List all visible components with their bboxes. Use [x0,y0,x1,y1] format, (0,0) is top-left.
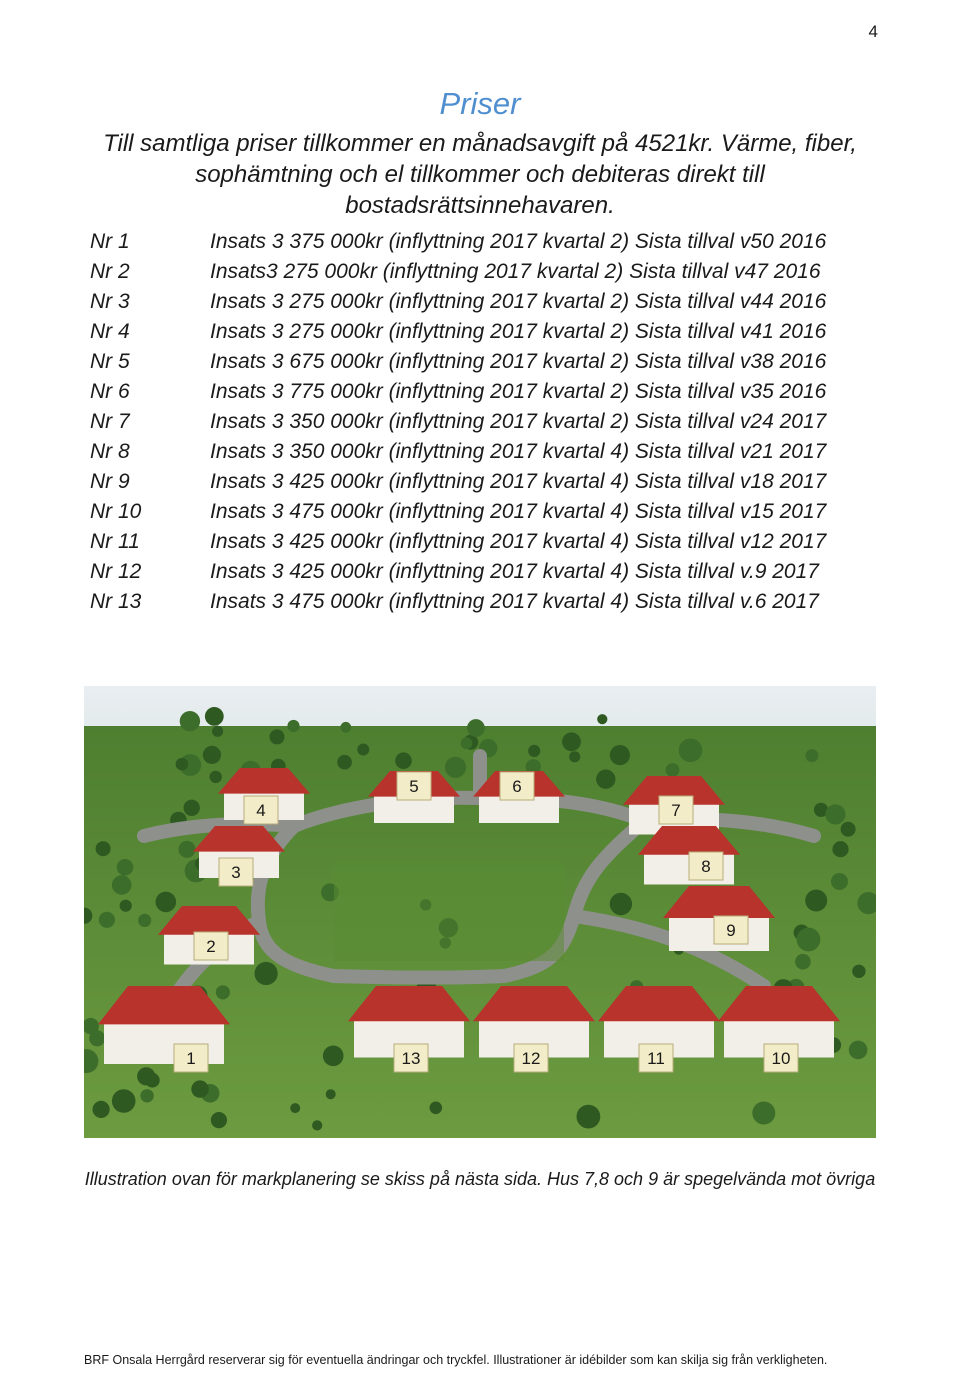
tree [610,893,632,915]
price-row [0,500,960,530]
tree [326,1089,336,1099]
price-info: Insats 3 425 000kr (inflyttning 2017 kvartal 4) Sista tillval v.9 2017 [210,560,819,583]
price-row [0,260,960,290]
house-number: Nr 10 [90,500,142,523]
tree [156,892,177,913]
tree [467,719,485,737]
price-info: Insats 3 425 000kr (inflyttning 2017 kvartal 4) Sista tillval v12 2017 [210,530,827,553]
house-label: 3 [231,863,241,882]
tree [805,890,827,912]
tree [795,954,811,970]
price-info: Insats 3 675 000kr (inflyttning 2017 kvartal 2) Sista tillval v38 2016 [210,350,827,373]
house-number: Nr 13 [90,590,142,613]
tree [191,1080,208,1097]
tree [140,1089,153,1102]
price-row [0,320,960,350]
tree [679,739,703,763]
tree [395,752,412,769]
tree [825,804,845,824]
tree [287,720,299,732]
site-plan-image [84,686,876,1138]
central-lawn [334,861,564,961]
price-info: Insats 3 375 000kr (inflyttning 2017 kvartal 2) Sista tillval v50 2016 [210,230,827,253]
tree [216,985,230,999]
tree [797,928,821,952]
price-info: Insats 3 425 000kr (inflyttning 2017 kvartal 4) Sista tillval v18 2017 [210,470,827,493]
price-row [0,470,960,500]
house-number: Nr 2 [90,260,130,283]
house-label: 10 [771,1049,791,1068]
tree [184,800,200,816]
page-number: 4 [868,22,878,41]
tree [145,1073,160,1088]
price-info: Insats 3 350 000kr (inflyttning 2017 kvartal 2) Sista tillval v24 2017 [210,410,827,433]
tree [89,1030,105,1046]
house-number: Nr 5 [90,350,130,373]
illustration-caption: Illustration ovan för markplanering se skiss på nästa sida. Hus 7,8 och 9 är spegelvända mot övriga [84,1169,876,1189]
tree [203,746,221,764]
tree [805,749,818,762]
price-info: Insats 3 775 000kr (inflyttning 2017 kvartal 2) Sista tillval v35 2016 [210,380,827,403]
tree [752,1102,775,1125]
tree [270,729,285,744]
tree [357,744,369,756]
house-number: Nr 1 [90,230,130,253]
tree [120,900,132,912]
house-label: 2 [206,937,216,956]
tree [610,745,630,765]
tree [569,751,580,762]
tree [212,726,223,737]
price-row [0,440,960,470]
house-label: 13 [401,1049,421,1068]
tree [461,737,473,749]
intro-text: Till samtliga priser tillkommer en månadsavgift på 4521kr. Värme, fiber, sophämtning och el tillkommer och debiteras direkt till bostadsrättsinnehavaren. [103,130,857,219]
tree [577,1105,601,1129]
tree [666,763,680,777]
page-title: Priser [439,86,521,121]
tree [337,755,352,770]
tree [528,745,540,757]
price-info: Insats 3 475 000kr (inflyttning 2017 kvartal 4) Sista tillval v.6 2017 [210,590,819,613]
tree [323,1046,344,1067]
house-label: 5 [409,777,419,796]
tree [312,1120,322,1130]
tree [93,1101,110,1118]
tree [176,758,189,771]
tree [99,912,115,928]
tree [138,914,151,927]
house-number: Nr 8 [90,440,130,463]
tree [180,711,200,731]
house-number: Nr 9 [90,470,130,493]
tree [112,875,132,895]
tree [211,1112,227,1128]
price-info: Insats 3 275 000kr (inflyttning 2017 kvartal 2) Sista tillval v44 2016 [210,290,827,313]
tree [340,722,351,733]
price-row [0,590,960,620]
house-label: 4 [256,801,266,820]
house-label: 12 [521,1049,541,1068]
price-info: Insats 3 275 000kr (inflyttning 2017 kvartal 2) Sista tillval v41 2016 [210,320,827,343]
tree [841,822,856,837]
price-info: Insats 3 475 000kr (inflyttning 2017 kvartal 4) Sista tillval v15 2017 [210,500,827,523]
house-label: 9 [726,921,736,940]
site-illustration [84,686,876,1138]
tree [596,770,615,789]
house-label: 8 [701,857,711,876]
price-row [0,350,960,380]
price-row [0,380,960,410]
price-row [0,530,960,560]
price-row [0,290,960,320]
house-number: Nr 6 [90,380,130,403]
tree [205,707,224,726]
price-row [0,560,960,590]
house-number: Nr 12 [90,560,142,583]
house-label: 1 [186,1049,196,1068]
house-number: Nr 11 [90,530,140,553]
price-info: Insats3 275 000kr (inflyttning 2017 kvartal 2) Sista tillval v47 2016 [210,260,821,283]
tree [290,1103,300,1113]
house-label: 11 [647,1049,665,1068]
tree [849,1041,868,1060]
tree [832,841,848,857]
tree [179,841,196,858]
price-row [0,230,960,260]
tree [117,859,134,876]
house-label: 7 [671,801,681,820]
tree [562,732,581,751]
price-list [0,230,960,620]
tree [831,873,848,890]
house-number: Nr 4 [90,320,130,343]
tree [255,962,278,985]
tree [112,1089,136,1113]
footer-disclaimer: BRF Onsala Herrgård reserverar sig för eventuella ändringar och tryckfel. Illustrationer är idébilder som kan skilja sig från verkligheten. [84,1353,828,1367]
tree [430,1102,443,1115]
tree [96,841,111,856]
price-info: Insats 3 350 000kr (inflyttning 2017 kvartal 4) Sista tillval v21 2017 [210,440,827,463]
tree [852,965,865,978]
house-label: 6 [512,777,522,796]
house-number: Nr 7 [90,410,130,433]
house-number: Nr 3 [90,290,130,313]
tree [445,757,466,778]
tree [210,771,222,783]
price-row [0,410,960,440]
tree [597,714,607,724]
